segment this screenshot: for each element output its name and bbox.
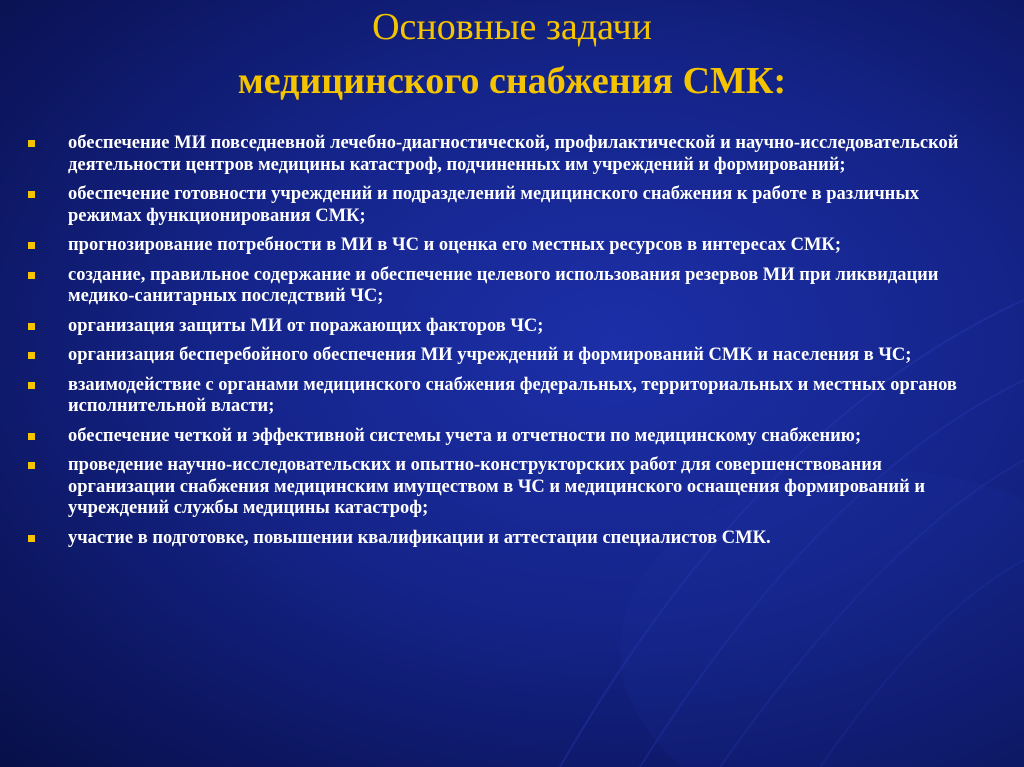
list-item — [28, 345, 974, 367]
list-item-text: обеспечение четкой и эффективной системы учета и отчетности по медицинскому снабжению; — [68, 425, 862, 446]
list-item-text: проведение научно-исследовательских и опытно-конструкторских работ для совершенствования организации снабжения медицинским имуществом в ЧС и медицинского оснащения формирований и учреждений службы медицины катастроф; — [68, 455, 925, 518]
list-item — [28, 426, 974, 448]
square-bullet-icon — [28, 191, 35, 198]
list-item — [28, 528, 974, 550]
list-item-text: участие в подготовке, повышении квалификации и аттестации специалистов СМК. — [68, 527, 771, 548]
list-item — [28, 316, 974, 338]
square-bullet-icon — [28, 272, 35, 279]
list-item-text: организация защиты МИ от поражающих факторов ЧС; — [68, 315, 544, 336]
title-line-1: Основные задачи — [372, 6, 652, 48]
list-item — [28, 455, 974, 520]
slide-title — [0, 0, 1024, 108]
square-bullet-icon — [28, 382, 35, 389]
square-bullet-icon — [28, 352, 35, 359]
list-item-text: создание, правильное содержание и обеспечение целевого использования резервов МИ при ликвидации медико-санитарных последствий ЧС; — [68, 264, 939, 306]
square-bullet-icon — [28, 140, 35, 147]
square-bullet-icon — [28, 535, 35, 542]
list-item — [28, 235, 974, 257]
square-bullet-icon — [28, 433, 35, 440]
list-item-text: прогнозирование потребности в МИ в ЧС и оценка его местных ресурсов в интересах СМК; — [68, 235, 841, 255]
title-line-2: медицинского снабжения СМК: — [237, 60, 787, 102]
square-bullet-icon — [28, 323, 35, 330]
square-bullet-icon — [28, 462, 35, 469]
list-item-text: обеспечение МИ повседневной лечебно-диагностической, профилактической и научно-исследовательской деятельности центров медицины катастроф, подчиненных им учреждений и формирований; — [68, 133, 959, 175]
square-bullet-icon — [28, 242, 35, 249]
list-item-text: организация бесперебойного обеспечения МИ учреждений и формирований СМК и населения в ЧС; — [68, 345, 912, 365]
list-item — [28, 375, 974, 418]
list-item — [28, 184, 974, 227]
list-item-text: обеспечение готовности учреждений и подразделений медицинского снабжения к работе в различных режимах функционирования СМК; — [68, 184, 920, 226]
tasks-list — [28, 133, 974, 557]
list-item — [28, 265, 974, 308]
list-item — [28, 133, 974, 176]
list-item-text: взаимодействие с органами медицинского снабжения федеральных, территориальных и местных органов исполнительной власти; — [68, 374, 957, 416]
